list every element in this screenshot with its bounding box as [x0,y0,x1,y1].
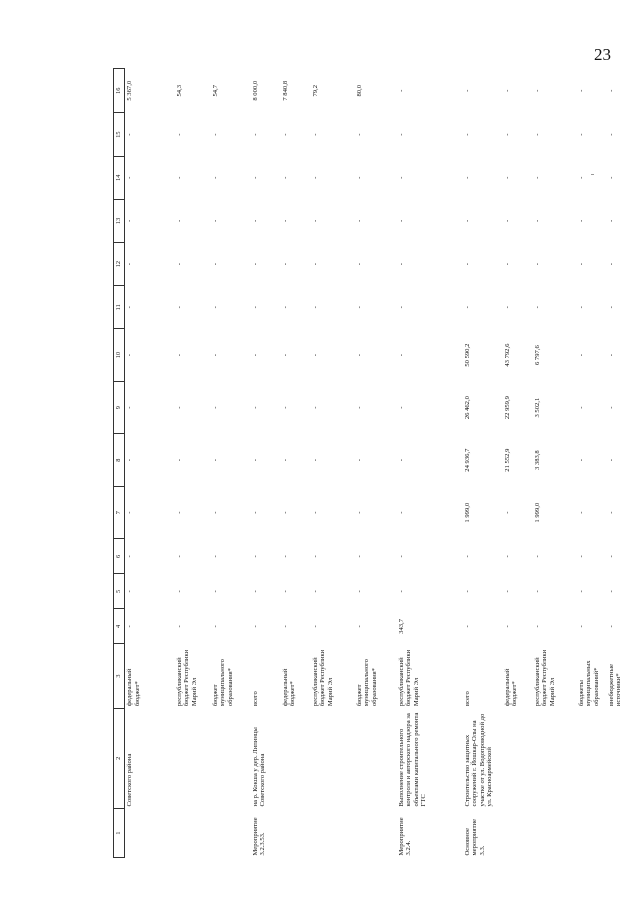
value-cell: - [311,176,319,179]
value-cell: - [126,459,133,462]
column-number: 1 [114,808,125,857]
value-cell: - [577,555,585,558]
value-cell: - [577,219,585,223]
value-cell: - [126,306,133,309]
event-name-cell [311,708,355,808]
value-cell: - [311,625,319,628]
value-cell: - [533,133,541,136]
value-cell: - [355,133,363,136]
value-cell: - [397,306,405,309]
value-cell: - [533,89,541,92]
value-cell: - [281,176,289,179]
funding-source-cell: федеральный бюджет* [503,668,519,707]
value-cell: - [355,625,363,628]
value-cell: - [251,176,259,179]
event-name-cell: на р. Кокша у дер. Липинцы Советского района [251,727,267,807]
event-code-cell [211,808,251,857]
value-cell: - [397,219,405,223]
value-cell: - [463,176,471,179]
value-cell: - [251,406,259,409]
value-cell: - [281,263,289,266]
value-cell: - [607,459,615,462]
value-cell: - [281,459,289,462]
value-cell: - [397,176,405,179]
event-code-cell [281,808,311,857]
value-cell: - [397,511,405,514]
value-cell: - [126,219,133,223]
value-cell: - [577,306,585,309]
column-number: 12 [114,243,125,286]
column-number: 14 [114,156,125,199]
value-cell: - [251,263,259,266]
value-cell: - [251,133,259,136]
value-cell: - [175,219,183,223]
table-row [175,69,211,858]
value-cell: - [251,459,259,462]
value-cell: 6 797,6 [533,345,541,366]
value-cell: - [311,219,319,223]
value-cell: - [533,306,541,309]
value-cell: - [607,555,615,558]
value-cell: 43 792,6 [503,343,511,367]
value-cell: - [211,133,219,136]
value-cell: - [251,219,259,223]
value-cell: - [281,511,289,514]
value-cell: - [577,89,585,92]
value-cell: - [533,625,541,628]
value-cell: - [355,354,363,357]
value-cell: - [311,511,319,514]
table-row [125,69,175,858]
event-code-cell [355,808,397,857]
table-row [607,69,637,858]
table-row [211,69,251,858]
value-cell: - [281,306,289,309]
event-name-cell [281,708,311,808]
value-cell: - [397,459,405,462]
event-name-cell [533,708,577,808]
event-name-cell [355,708,397,808]
value-cell: - [503,306,511,309]
value-cell: - [211,176,219,179]
funding-source-cell: республиканский бюджет Республики Марий Эл [311,649,334,707]
value-cell: - [126,263,133,266]
value-cell: - [251,511,259,514]
value-cell: - [503,263,511,266]
value-cell: 54,7 [211,84,219,97]
event-code-cell: Мероприятие 3.2.4. [397,817,413,856]
value-cell: - [311,590,319,593]
value-cell: - [607,306,615,309]
value-cell: - [397,406,405,409]
value-cell: - [463,263,471,266]
column-number: 13 [114,199,125,242]
table-row [397,69,463,858]
funding-source-cell: республиканский бюджет Республики Марий Эл [533,649,556,707]
column-number: 15 [114,113,125,156]
value-cell: - [355,219,363,223]
value-cell: - [251,590,259,593]
funding-source-cell: всего [251,691,259,707]
column-number: 11 [114,286,125,329]
value-cell: - [211,219,219,223]
value-cell: - [503,555,511,558]
value-cell: - [281,354,289,357]
value-cell: - [281,555,289,558]
value-cell: - [577,263,585,266]
event-code-cell: Мероприятие 3.2.3.53. [251,817,267,856]
event-name-cell [577,708,607,808]
value-cell: - [503,625,511,628]
value-cell: - [397,89,405,92]
value-cell: - [355,406,363,409]
value-cell: - [607,354,615,357]
funding-source-cell: внебюджетные источники* [607,664,623,707]
value-cell: - [533,176,541,179]
funding-source-cell: бюджеты муниципальных образований* [577,660,600,707]
event-name-cell: Строительство защитных сооружений г. Йошкар-Олы на участке от ул. Водопроводной до ул. Красноармейской [463,713,494,807]
value-cell: - [211,354,219,357]
table-row [533,69,577,858]
funding-source-cell: республиканский бюджет Республики Марий Эл [175,649,198,707]
value-cell: - [211,555,219,558]
value-cell: - [577,511,585,514]
funding-source-cell: всего [463,691,471,707]
event-code-cell [311,808,355,857]
column-number: 2 [114,708,125,808]
value-cell: - [577,459,585,462]
value-cell: - [251,555,259,558]
value-cell: 1 999,0 [463,502,471,523]
value-cell: - [175,133,183,136]
value-cell: - [503,511,511,514]
value-cell: 54,3 [175,84,183,97]
value-cell: - [503,89,511,92]
value-cell: - [311,263,319,266]
table-row [577,69,607,858]
value-cell: - [311,306,319,309]
funding-source-cell: бюджет муниципального образования* [355,659,378,707]
value-cell: - [607,89,615,92]
value-cell: - [533,219,541,223]
value-cell: - [126,555,133,558]
value-cell: - [607,406,615,409]
value-cell: - [355,459,363,462]
value-cell: - [175,590,183,593]
value-cell: - [397,133,405,136]
value-cell: 3 383,8 [533,450,541,471]
value-cell: - [175,306,183,309]
value-cell: - [355,511,363,514]
column-number: 10 [114,329,125,382]
value-cell: - [281,219,289,223]
value-cell: - [355,263,363,266]
table-row [355,69,397,858]
event-name-cell [503,708,533,808]
event-name-cell [211,708,251,808]
value-cell: - [503,590,511,593]
value-cell: - [463,89,471,92]
funding-source-cell: федеральный бюджет* [126,668,141,707]
funding-source-cell: федеральный бюджет* [281,668,297,707]
value-cell: - [607,263,615,266]
value-cell: 1 999,0 [533,502,541,523]
value-cell: - [251,625,259,628]
column-number: 3 [114,644,125,708]
value-cell: - [607,625,615,628]
value-cell: - [175,406,183,409]
value-cell: - [126,406,133,409]
value-cell: - [463,625,471,628]
value-cell: - [126,354,133,357]
value-cell: - [175,555,183,558]
value-cell: - [355,176,363,179]
column-number: 4 [114,609,125,644]
value-cell: - [503,219,511,223]
value-cell: - [175,354,183,357]
value-cell: - [311,133,319,136]
value-cell: - [355,306,363,309]
value-cell: - [463,555,471,558]
value-cell: - [175,263,183,266]
value-cell: - [281,406,289,409]
value-cell: - [397,263,405,266]
event-code-cell: Основное мероприятие 3.3. [463,819,486,856]
value-cell: - [211,459,219,462]
value-cell: - [281,133,289,136]
value-cell: - [607,590,615,593]
value-cell: - [311,406,319,409]
value-cell: - [577,625,585,628]
value-cell: - [533,263,541,266]
value-cell: - [211,406,219,409]
event-name-cell: Выполнение строительного контроля и авторского надзора за объектами капитального ремонта ГТС [397,712,428,807]
value-cell: 7 840,8 [281,80,289,101]
table-row [463,69,503,858]
value-cell: - [607,133,615,136]
value-cell: - [355,555,363,558]
value-cell: 3 502,1 [533,397,541,418]
column-number: 16 [114,69,125,114]
value-cell: 24 936,7 [463,448,471,472]
table-row [251,69,281,858]
value-cell: - [577,176,585,179]
page-number: 23 [594,45,611,64]
event-code-cell [125,808,175,857]
value-cell: - [463,219,471,223]
value-cell: 343,7 [397,619,405,634]
funding-source-cell: республиканский бюджет Республики Марий Эл [397,649,420,707]
value-cell: 8 000,0 [251,80,259,101]
value-cell: - [126,176,133,179]
value-cell: - [577,406,585,409]
rotated-table-container [113,68,623,858]
event-code-cell [503,808,533,857]
value-cell: - [211,263,219,266]
event-code-cell [175,808,211,857]
value-cell: - [251,306,259,309]
value-cell: - [211,590,219,593]
value-cell: - [211,511,219,514]
value-cell: - [463,133,471,136]
event-name-cell [175,708,211,808]
event-code-cell [533,808,577,857]
value-cell: 26 462,0 [463,396,471,420]
value-cell: - [281,625,289,628]
column-number: 9 [114,381,125,434]
column-number: 7 [114,486,125,539]
table-row [281,69,311,858]
value-cell: - [463,306,471,309]
value-cell: - [211,625,219,628]
value-cell: - [577,133,585,136]
value-cell: 22 959,9 [503,396,511,420]
event-code-cell [577,808,607,857]
value-cell: 50 590,2 [463,343,471,367]
financing-table [113,68,637,858]
value-cell: - [126,511,133,514]
value-cell: 80,0 [355,84,363,97]
value-cell: - [463,590,471,593]
value-cell: - [126,590,133,593]
value-cell: - [311,459,319,462]
value-cell: 5 367,0 [126,80,133,101]
table-row [503,69,533,858]
value-cell: - [533,555,541,558]
event-name-cell: Советского района [126,753,133,807]
value-cell: - [175,176,183,179]
value-cell: - [175,459,183,462]
value-cell: - [577,354,585,357]
value-cell: - [311,354,319,357]
value-cell: - [355,590,363,593]
column-number-row [114,69,125,858]
event-name-cell [607,708,637,808]
value-cell: - [175,511,183,514]
column-number: 5 [114,574,125,609]
value-cell: - [126,625,133,628]
value-cell: - [533,590,541,593]
funding-source-cell: бюджет муниципального образования* [211,659,234,707]
value-cell: - [281,590,289,593]
value-cell: - [175,625,183,628]
column-number: 6 [114,539,125,574]
value-cell: 79,2 [311,84,319,97]
value-cell: - [607,511,615,514]
value-cell: - [211,306,219,309]
value-cell: - [397,555,405,558]
value-cell: - [397,354,405,357]
value-cell: - [397,590,405,593]
value-cell: - [251,354,259,357]
value-cell: - [503,176,511,179]
value-cell: - [607,176,615,179]
value-cell: 21 552,9 [503,448,511,472]
event-code-cell [607,808,637,857]
value-cell: - [311,555,319,558]
value-cell: - [126,133,133,136]
table-row [311,69,355,858]
value-cell: - [607,219,615,223]
value-cell: - [577,590,585,593]
value-cell: - [503,133,511,136]
column-number: 8 [114,434,125,487]
